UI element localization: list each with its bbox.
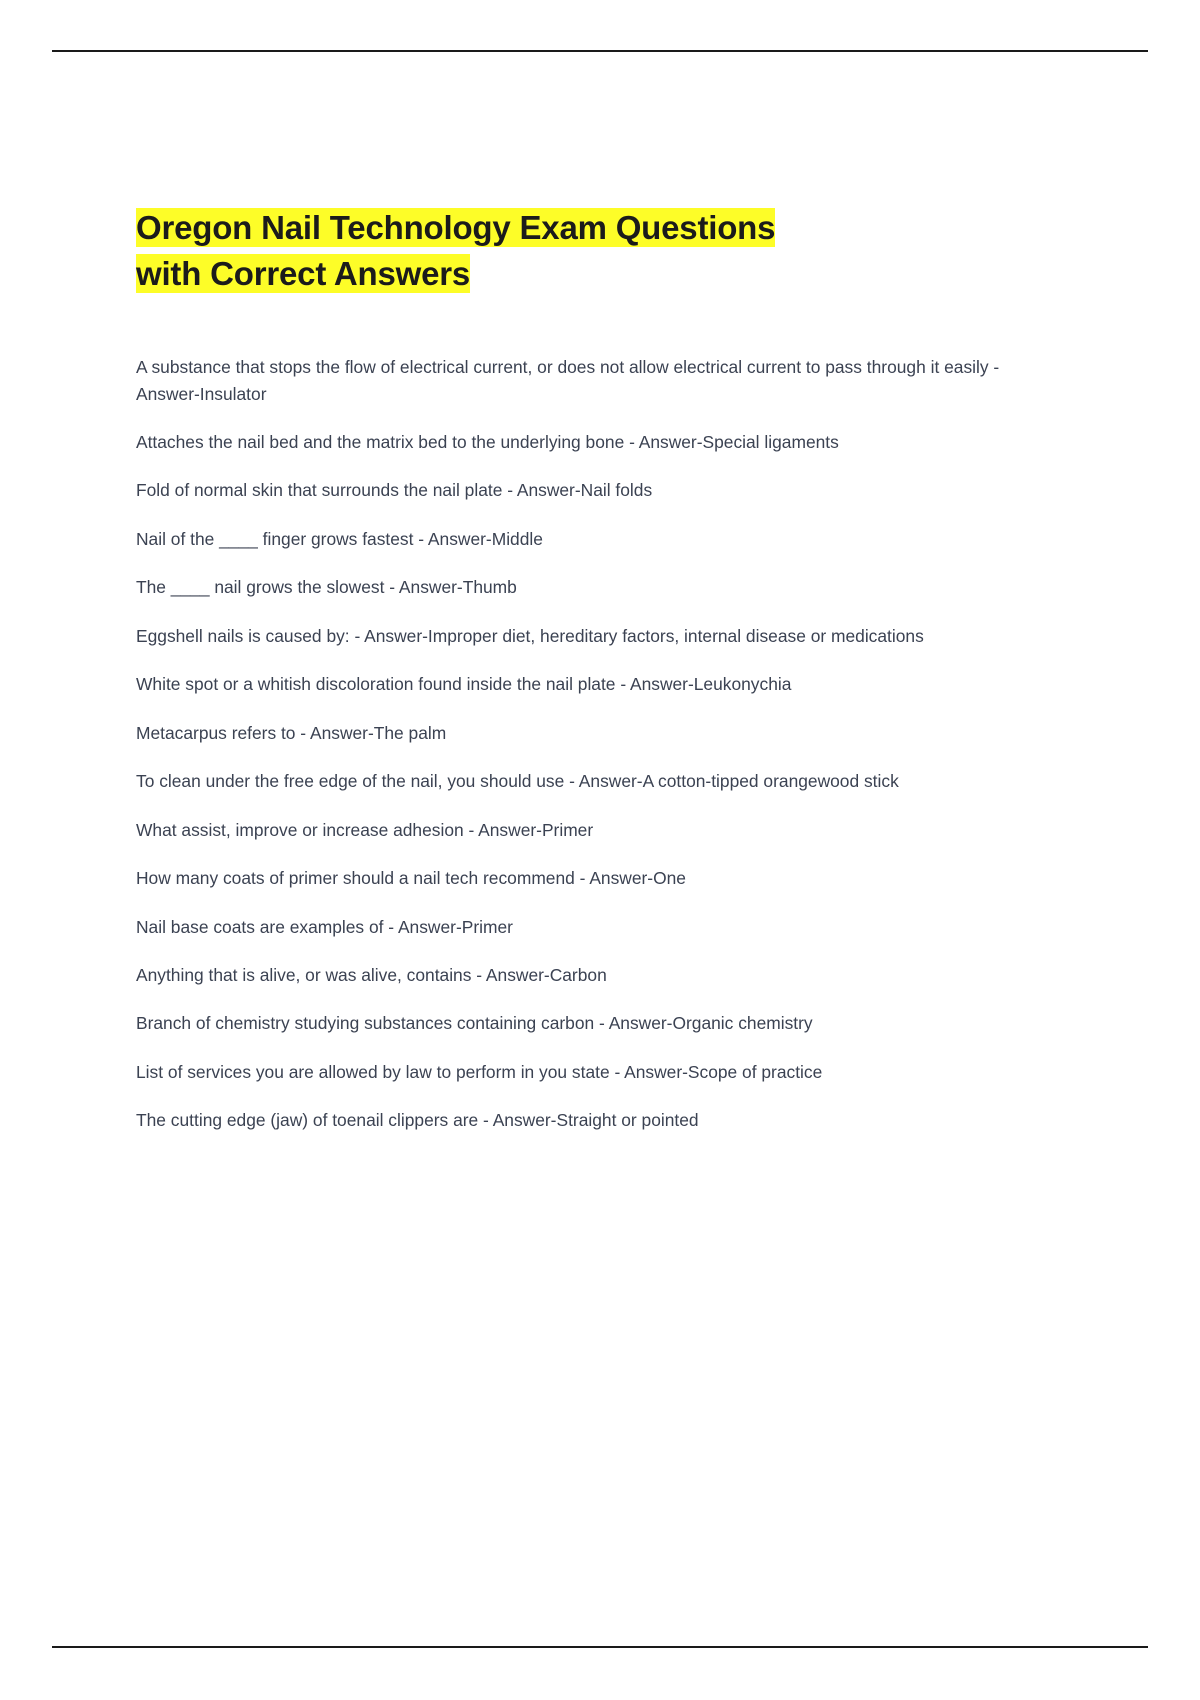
list-item: Eggshell nails is caused by: - Answer-Improper diet, hereditary factors, internal disease or medications (136, 625, 924, 646)
list-item: Nail base coats are examples of - Answer-Primer (136, 916, 513, 937)
footer-divider (52, 1646, 1148, 1648)
list-item: Anything that is alive, or was alive, contains - Answer-Carbon (136, 964, 607, 985)
list-item: The ____ nail grows the slowest - Answer-Thumb (136, 577, 517, 598)
list-item: The cutting edge (jaw) of toenail clippers are - Answer-Straight or pointed (136, 1110, 699, 1131)
list-item: A substance that stops the flow of electrical current, or does not allow electrical current to pass through it easily - Answer-Insulator (136, 357, 1000, 404)
list-item: How many coats of primer should a nail tech recommend - Answer-One (136, 868, 686, 889)
list-item: To clean under the free edge of the nail, you should use - Answer-A cotton-tipped orangewood stick (136, 771, 899, 792)
list-item: White spot or a whitish discoloration found inside the nail plate - Answer-Leukonychia (136, 674, 792, 695)
list-item: Branch of chemistry studying substances containing carbon - Answer-Organic chemistry (136, 1013, 813, 1034)
list-item: Attaches the nail bed and the matrix bed to the underlying bone - Answer-Special ligaments (136, 431, 839, 452)
question-answer-list (136, 354, 1026, 1134)
header-divider (52, 50, 1148, 52)
list-item: Fold of normal skin that surrounds the nail plate - Answer-Nail folds (136, 480, 653, 501)
list-item: Nail of the ____ finger grows fastest - Answer-Middle (136, 528, 543, 549)
page-title-line-1: Oregon Nail Technology Exam Questions (136, 209, 776, 246)
list-item: What assist, improve or increase adhesion - Answer-Primer (136, 819, 594, 840)
page-title-line-2: with Correct Answers (136, 254, 471, 292)
list-item: List of services you are allowed by law to perform in you state - Answer-Scope of practice (136, 1061, 823, 1082)
document-content (136, 205, 1026, 1134)
page-title (136, 205, 1026, 296)
list-item: Metacarpus refers to - Answer-The palm (136, 722, 447, 743)
